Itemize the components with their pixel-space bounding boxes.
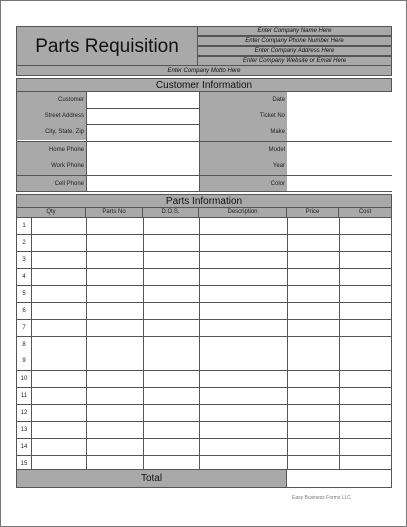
- home-phone-label: Home Phone: [17, 141, 86, 158]
- row-number: 15: [20, 461, 28, 467]
- row-number: 1: [22, 223, 26, 229]
- city-state-zip-input[interactable]: [86, 124, 199, 141]
- work-phone-label: Work Phone: [17, 158, 86, 175]
- table-row[interactable]: [17, 319, 391, 336]
- grid-line: [143, 217, 144, 469]
- parts-no-column-header: Parts No: [86, 208, 143, 217]
- row-number: 3: [22, 257, 26, 263]
- customer-label: Customer: [17, 92, 86, 108]
- dos-column-header: D.O.S.: [143, 208, 199, 217]
- street-address-input[interactable]: [86, 108, 199, 124]
- date-ticket-make-input[interactable]: [287, 92, 392, 141]
- phone-input[interactable]: [86, 141, 199, 175]
- color-input[interactable]: [287, 175, 392, 191]
- table-row[interactable]: [17, 370, 391, 387]
- row-number: 5: [22, 291, 26, 297]
- model-year-input[interactable]: [287, 141, 392, 175]
- table-row[interactable]: [17, 285, 391, 302]
- grid-line: [86, 217, 87, 469]
- table-row[interactable]: [17, 404, 391, 421]
- row-number: 9: [22, 358, 26, 364]
- company-web-field[interactable]: Enter Company Website or Email Here: [198, 56, 392, 66]
- model-label: Model: [199, 141, 287, 158]
- footer-credit: Easy Business Forms LLC: [292, 495, 351, 501]
- color-label: Color: [199, 175, 287, 191]
- company-address-field[interactable]: Enter Company Address Here: [198, 46, 392, 56]
- row-number: 8: [22, 342, 26, 348]
- row-number: 11: [20, 393, 28, 399]
- table-row[interactable]: [17, 353, 391, 370]
- row-number: 4: [22, 274, 26, 280]
- company-motto-field[interactable]: Enter Company Motto Here: [16, 66, 392, 76]
- grid-line: [287, 217, 288, 469]
- row-number: 10: [20, 376, 28, 382]
- row-number: 14: [20, 444, 28, 450]
- customer-section-heading: Customer Information: [16, 78, 392, 92]
- table-row[interactable]: [17, 421, 391, 438]
- total-row: [16, 470, 392, 488]
- row-number: 12: [20, 410, 28, 416]
- total-label: Total: [17, 470, 286, 487]
- city-state-zip-label: City, State, Zip: [17, 124, 86, 140]
- street-address-label: Street Address: [17, 108, 86, 124]
- row-number: 7: [22, 325, 26, 331]
- page-title: Parts Requisition: [16, 26, 198, 66]
- price-column-header: Price: [287, 208, 339, 217]
- row-number: 2: [22, 240, 26, 246]
- cell-phone-label: Cell Phone: [17, 175, 86, 191]
- table-row[interactable]: [17, 302, 391, 319]
- table-row[interactable]: [17, 234, 391, 251]
- grid-line: [31, 217, 32, 469]
- table-row[interactable]: [17, 268, 391, 285]
- cost-column-header: Cost: [339, 208, 391, 217]
- row-number: 6: [22, 308, 26, 314]
- table-row[interactable]: [17, 387, 391, 404]
- grid-line: [339, 217, 340, 469]
- customer-info-grid: [16, 92, 392, 192]
- company-name-field[interactable]: Enter Company Name Here: [198, 26, 392, 36]
- date-label: Date: [199, 92, 287, 108]
- ticket-no-label: Ticket No: [199, 108, 287, 124]
- make-label: Make: [199, 124, 287, 141]
- customer-input[interactable]: [86, 92, 199, 108]
- table-row[interactable]: [17, 438, 391, 455]
- year-label: Year: [199, 158, 287, 175]
- qty-column-header: Qty: [17, 208, 86, 217]
- company-phone-field[interactable]: Enter Company Phone Number Here: [198, 36, 392, 46]
- table-row[interactable]: [17, 217, 391, 234]
- parts-section-heading: Parts Information: [16, 194, 392, 208]
- table-row[interactable]: [17, 336, 391, 353]
- parts-table: [16, 207, 392, 470]
- description-column-header: Description: [199, 208, 287, 217]
- table-row[interactable]: [17, 251, 391, 268]
- total-input[interactable]: [286, 470, 391, 487]
- cell-phone-input[interactable]: [86, 175, 199, 191]
- grid-line: [199, 217, 200, 469]
- row-number: 13: [20, 427, 28, 433]
